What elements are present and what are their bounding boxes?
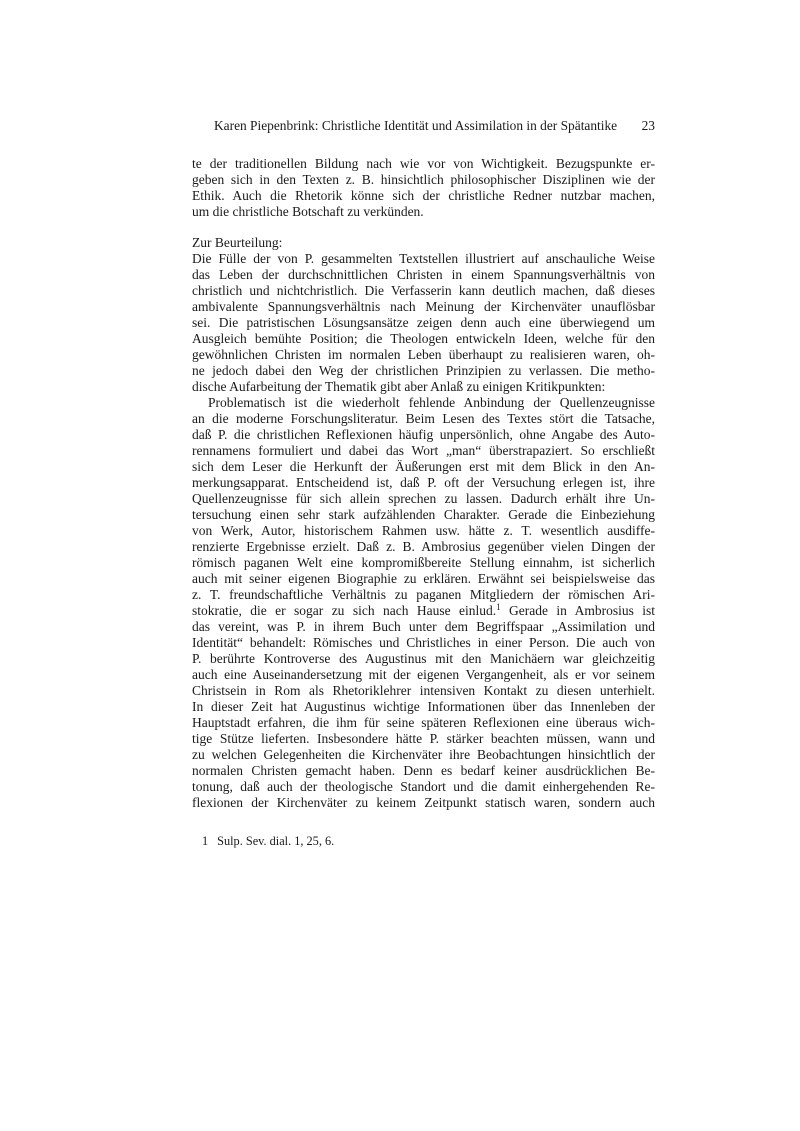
text-line: normalen Christen gemacht haben. Denn es bedarf keiner ausdrücklichen Be- (192, 763, 655, 778)
footnote-number: 1 (202, 834, 209, 848)
text-line: merkungsapparat. Entscheidend ist, daß P. oft der Versuchung erlegen ist, ihre (192, 475, 655, 490)
text-line: sei. Die patristischen Lösungsansätze zeigen denn auch eine überwiegend um (192, 315, 655, 330)
text-line: Ethik. Auch die Rhetorik könne sich der christliche Redner nutzbar machen, (192, 188, 655, 203)
text-line: ne jedoch dabei den Weg der christlichen Prinzipien zu verlassen. Die metho- (192, 363, 655, 378)
text-line: renzierte Ergebnisse erzielt. Daß z. B. Ambrosius gegenüber vielen Dingen der (192, 539, 655, 554)
paragraph-gap (192, 220, 655, 235)
text-segment: stokratie, die er sogar zu sich nach Hause einlud. (192, 603, 497, 618)
text-line: Christsein in Rom als Rhetoriklehrer intensiven Kontakt zu diesen unterhielt. (192, 683, 655, 698)
text-line: Identität“ behandelt: Römisches und Christliches in einer Person. Die auch von (192, 635, 655, 650)
text-segment: Gerade in Ambrosius ist (500, 603, 655, 618)
page-number: 23 (641, 118, 655, 133)
body-text (192, 156, 655, 811)
text-line: tige Stütze lieferten. Insbesondere hätte P. stärker beachten müssen, wann und (192, 731, 655, 746)
text-line: P. berührte Kontroverse des Augustinus mit den Manichäern war gleichzeitig (192, 651, 655, 666)
text-line: Die Fülle der von P. gesammelten Textstellen illustriert auf anschauliche Weise (192, 251, 655, 266)
text-line: Ausgleich bemühte Position; die Theologen entwickeln Ideen, welche für den (192, 331, 655, 346)
text-line: te der traditionellen Bildung nach wie vor von Wichtigkeit. Bezugspunkte er- (192, 156, 655, 171)
text-line: tonung, daß auch der theologische Standort und die damit einhergehenden Re- (192, 779, 655, 794)
text-line: tersuchung einen sehr stark aufzählenden Charakter. Gerade die Einbeziehung (192, 507, 655, 522)
text-line: das Leben der durchschnittlichen Christen in einem Spannungsverhältnis von (192, 267, 655, 282)
paragraph (192, 235, 655, 251)
footnote-text: Sulp. Sev. dial. 1, 25, 6. (217, 834, 335, 848)
text-line: daß P. die christlichen Reflexionen häufig unpersönlich, ohne Angabe des Auto- (192, 427, 655, 442)
running-title: Karen Piepenbrink: Christliche Identität und Assimilation in der Spätantike (214, 118, 618, 133)
text-line: das vereint, was P. in ihrem Buch unter dem Begriffspaar „Assimilation und (192, 619, 655, 634)
paragraph (192, 251, 655, 395)
text-line: römisch paganen Welt eine kompromißbereite Stellung einnahm, ist sicherlich (192, 555, 655, 570)
text-line: geben sich in den Texten z. B. hinsichtlich philosophischer Disziplinen wie der (192, 172, 655, 187)
text-line: ambivalente Spannungsverhältnis nach Meinung der Kirchenväter unauflösbar (192, 299, 655, 314)
text-line: von Werk, Autor, historischem Rahmen usw. hätte z. T. wesentlich ausdiffe- (192, 523, 655, 538)
text-line: Quellenzeugnisse für sich allein sprechen zu lassen. Dadurch erhält ihre Un- (192, 491, 655, 506)
text-line: z. T. freundschaftliche Verhältnis zu paganen Mitgliedern der römischen Ari- (192, 587, 655, 602)
text-line: auch eine Auseinandersetzung mit der eigenen Vergangenheit, als er vor seinem (192, 667, 655, 682)
text-line: sich dem Leser die Herkunft der Äußerungen erst mit dem Blick in den An- (192, 459, 655, 474)
text-line: Problematisch ist die wiederholt fehlende Anbindung der Quellenzeugnisse (208, 395, 655, 410)
text-line (192, 603, 655, 619)
text-line: zu welchen Gelegenheiten die Kirchenväter ihre Beobachtungen hinsichtlich der (192, 747, 655, 762)
paragraph (192, 395, 655, 811)
text-line: um die christliche Botschaft zu verkünden. (192, 204, 424, 219)
text-line: rennamens formuliert und dabei das Wort „man“ überstrapaziert. So erschließt (192, 443, 655, 458)
footnote (202, 834, 334, 849)
paragraph (192, 156, 655, 220)
text-line: flexionen der Kirchenväter zu keinem Zeitpunkt statisch waren, sondern auch (192, 795, 655, 810)
running-header (214, 118, 655, 134)
text-line: Hauptstadt erfahren, die ihm für seine späteren Reflexionen eine überaus wich- (192, 715, 655, 730)
text-line: auch mit seiner eigenen Biographie zu erklären. Erwähnt sei beispielsweise das (192, 571, 655, 586)
text-line: dische Aufarbeitung der Thematik gibt aber Anlaß zu einigen Kritikpunkten: (192, 379, 606, 394)
text-line: an die moderne Forschungsliteratur. Beim Lesen des Textes stört die Tatsache, (192, 411, 655, 426)
footnote-marker[interactable]: 1 (496, 602, 501, 612)
text-line: Zur Beurteilung: (192, 235, 283, 250)
text-line: christlich und nichtchristlich. Die Verfasserin kann deutlich machen, daß dieses (192, 283, 655, 298)
text-line: In dieser Zeit hat Augustinus wichtige Informationen über das Innenleben der (192, 699, 655, 714)
text-line: gewöhnlichen Christen im normalen Leben überhaupt zu realisieren waren, oh- (192, 347, 655, 362)
